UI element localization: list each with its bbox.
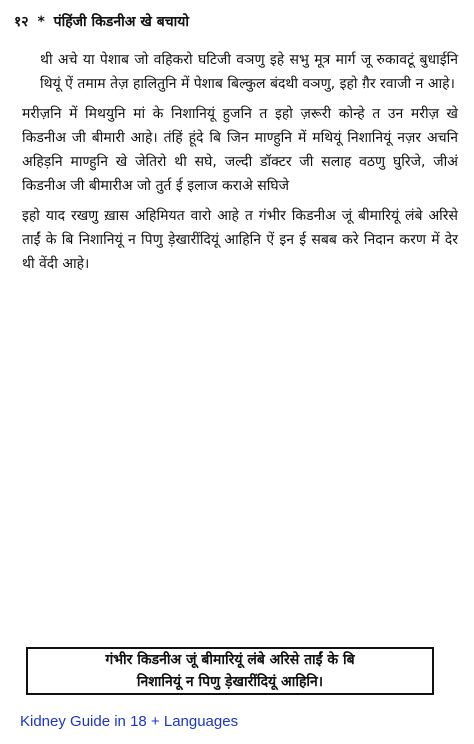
body-text (22, 48, 458, 282)
paragraph-symptoms-advice: मरीज़नि में मिथयुनि मां के निशानियूं हुजनि त इहो ज़रूरी कोन्हे त उन मरीज़ खे किडनीअ जी बीमारी आहे। तंहिं हूंदे बि जिन माण्हुनि में मथियूं निशानियूं नज़र अचनि अहिड़नि माण्हुनि खे जेतिरो थी सघे, जल्दी डॉक्टर जी सलाह वठणु घुरिजे, जीअं किडनीअ जी बीमारीअ जो तुर्त ई इलाज कराअे सघिजे (22, 106, 458, 194)
page-header (14, 12, 189, 31)
paragraph-urinary-symptoms: थी अचे या पेशाब जो वहिकरो घटिजी वञणु इहे सभु मूत्र मार्ग जू रुकावटूं बुधाईनि थियूं ऐं तमाम तेज़ हालितुनि में पेशाब बिल्कुल बंदथी वञणु, इहो ग़ैर रवाजी न आहे। (40, 52, 458, 92)
header-separator: * (37, 14, 45, 30)
page-number: १२ (14, 14, 29, 30)
paragraph-important-note: इहो याद रखणु ख़ास अहिमियत वारो आहे त गंभीर किडनीअ जूं बीमारियूं लंबे अरिसे ताईं के बि निशानियूं न पिणु ड़ेखारींदियूं आहिनि ऐं इन ई सबब करे निदान करण में देर थी वेंदी आहे। (22, 208, 458, 272)
footer-link[interactable]: Kidney Guide in 18 + Languages (20, 713, 239, 730)
key-point-line-1: गंभीर किडनीअ जूं बीमारियूं लंबे अरिसे ताईं के बि (105, 652, 355, 668)
key-point-line-2: निशानियूं न पिणु ड़ेखारींदियूं आहिनि। (136, 674, 324, 690)
key-point-box (26, 647, 434, 695)
chapter-title: पंहिंजी किडनीअ खे बचायो (53, 14, 189, 30)
